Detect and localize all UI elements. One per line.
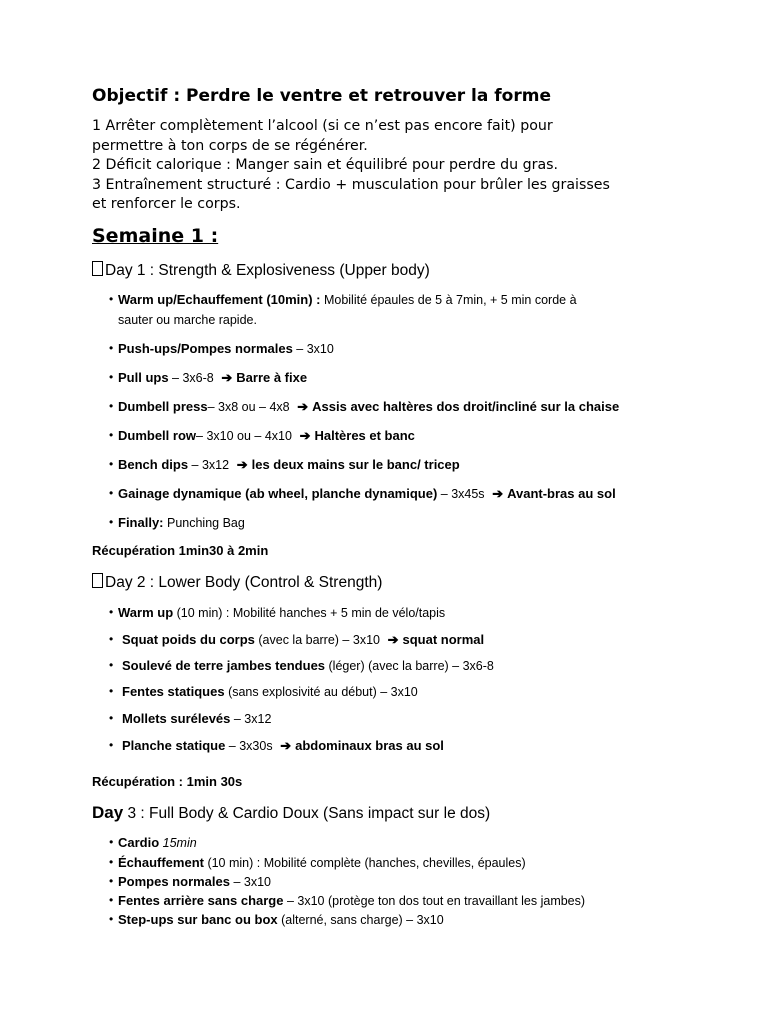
item-detail: – 3x45s <box>437 487 485 501</box>
item-detail: (10 min) : Mobilité hanches + 5 min de vélo/tapis <box>173 606 446 620</box>
item-label: Pull ups <box>118 370 169 385</box>
bullet-icon: • <box>109 370 114 384</box>
list-item-continuation <box>118 312 257 327</box>
day2-heading <box>92 573 382 592</box>
bullet-icon: • <box>109 738 114 752</box>
item-note: Haltères et banc <box>314 428 415 443</box>
item-note: squat normal <box>402 632 485 647</box>
item-detail: – 3x10 (protège ton dos tout en travaillant les jambes) <box>283 894 586 908</box>
arrow-icon: ➔ <box>280 738 292 753</box>
item-detail: (sans explosivité au début) – 3x10 <box>224 685 418 699</box>
bullet-icon: • <box>109 292 114 306</box>
arrow-icon: ➔ <box>297 399 309 414</box>
item-detail: – 3x12 <box>188 458 230 472</box>
list-item <box>109 399 620 415</box>
item-detail: Mobilité épaules de 5 à 7min, + 5 min corde à <box>320 293 577 307</box>
item-label: Warm up/Echauffement (10min) : <box>118 292 321 307</box>
list-item <box>109 711 272 726</box>
item-label: Pompes normales <box>118 874 230 889</box>
arrow-icon: ➔ <box>221 370 233 385</box>
arrow-icon: ➔ <box>299 428 311 443</box>
bullet-icon: • <box>109 835 114 849</box>
list-item <box>109 738 444 754</box>
bullet-icon: • <box>109 605 114 619</box>
bullet-icon: • <box>109 658 114 672</box>
day3-title-prefix: Day <box>92 803 124 822</box>
day1-recovery: Récupération 1min30 à 2min <box>92 543 269 558</box>
list-item <box>109 515 245 530</box>
arrow-icon: ➔ <box>387 632 399 647</box>
item-detail: – 3x8 ou – 4x8 <box>207 400 290 414</box>
bullet-icon: • <box>109 515 114 529</box>
item-label: Step-ups sur banc ou box <box>118 912 278 927</box>
item-detail: – 3x12 <box>230 712 272 726</box>
item-label: Gainage dynamique (ab wheel, planche dynamique) <box>118 486 438 501</box>
item-detail: sauter ou marche rapide. <box>118 313 257 327</box>
bullet-icon: • <box>109 428 114 442</box>
objective-title: Objectif : Perdre le ventre et retrouver la forme <box>92 86 551 106</box>
item-label: Dumbell press <box>118 399 208 414</box>
bullet-icon: • <box>109 457 114 471</box>
list-item <box>109 632 485 648</box>
item-detail: – 3x6-8 <box>168 371 214 385</box>
item-note: Barre à fixe <box>236 370 308 385</box>
list-item <box>109 486 616 502</box>
arrow-icon: ➔ <box>492 486 504 501</box>
item-note: les deux mains sur le banc/ tricep <box>251 457 460 472</box>
bullet-icon: • <box>109 486 114 500</box>
item-label: Fentes statiques <box>122 684 225 699</box>
item-label: Mollets surélevés <box>122 711 231 726</box>
item-detail: (avec la barre) – 3x10 <box>254 633 380 647</box>
item-note: Avant-bras au sol <box>507 486 616 501</box>
item-label: Warm up <box>118 605 174 620</box>
item-label: Échauffement <box>118 855 204 870</box>
list-item <box>109 457 460 473</box>
item-detail: (10 min) : Mobilité complète (hanches, chevilles, épaules) <box>203 856 526 870</box>
bullet-icon: • <box>109 399 114 413</box>
list-item <box>109 605 446 620</box>
checkbox-icon <box>92 261 103 276</box>
list-item <box>109 855 526 870</box>
bullet-icon: • <box>109 684 114 698</box>
item-detail: – 3x10 <box>230 875 272 889</box>
list-item <box>109 341 334 356</box>
item-label: Squat poids du corps <box>122 632 255 647</box>
day3-heading <box>92 803 490 823</box>
intro-line: 1 Arrêter complètement l’alcool (si ce n’est pas encore fait) pour <box>92 118 553 134</box>
bullet-icon: • <box>109 912 114 926</box>
list-item <box>109 292 577 307</box>
bullet-icon: • <box>109 711 114 725</box>
bullet-icon: • <box>109 855 114 869</box>
week-title: Semaine 1 : <box>92 225 219 247</box>
checkbox-icon <box>92 573 103 588</box>
list-item <box>109 658 494 673</box>
bullet-icon: • <box>109 874 114 888</box>
day1-heading <box>92 261 430 280</box>
intro-paragraph <box>92 117 692 215</box>
day3-title: 3 : Full Body & Cardio Doux (Sans impact sur le dos) <box>123 805 491 822</box>
item-label: Fentes arrière sans charge <box>118 893 284 908</box>
item-label: Planche statique <box>122 738 226 753</box>
item-detail: (alterné, sans charge) – 3x10 <box>277 913 444 927</box>
list-item <box>109 893 586 908</box>
intro-line: et renforcer le corps. <box>92 196 241 212</box>
bullet-icon: • <box>109 341 114 355</box>
list-item <box>109 835 197 850</box>
item-detail: 15min <box>159 836 197 850</box>
day2-recovery: Récupération : 1min 30s <box>92 774 243 789</box>
item-label: Finally: <box>118 515 164 530</box>
day2-title: Day 2 : Lower Body (Control & Strength) <box>105 574 383 591</box>
bullet-icon: • <box>109 893 114 907</box>
item-note: abdominaux bras au sol <box>295 738 444 753</box>
list-item <box>109 874 272 889</box>
item-detail: (léger) (avec la barre) – 3x6-8 <box>325 659 494 673</box>
list-item <box>109 912 444 927</box>
item-label: Soulevé de terre jambes tendues <box>122 658 326 673</box>
intro-line: 2 Déficit calorique : Manger sain et équilibré pour perdre du gras. <box>92 157 559 173</box>
intro-line: 3 Entraînement structuré : Cardio + musculation pour brûler les graisses <box>92 176 610 193</box>
item-note: Assis avec haltères dos droit/incliné sur la chaise <box>312 399 620 414</box>
item-detail: – 3x10 <box>292 342 334 356</box>
item-detail: – 3x10 ou – 4x10 <box>196 429 292 443</box>
item-label: Cardio <box>118 835 160 850</box>
item-detail: Punching Bag <box>163 516 245 530</box>
item-label: Bench dips <box>118 457 189 472</box>
list-item <box>109 684 418 699</box>
item-label: Push-ups/Pompes normales <box>118 341 293 356</box>
list-item <box>109 370 308 386</box>
item-detail: – 3x30s <box>225 739 273 753</box>
list-item <box>109 428 415 444</box>
item-label: Dumbell row <box>118 428 197 443</box>
bullet-icon: • <box>109 632 114 646</box>
day1-title: Day 1 : Strength & Explosiveness (Upper body) <box>105 262 430 279</box>
arrow-icon: ➔ <box>236 457 248 472</box>
intro-line: permettre à ton corps de se régénérer. <box>92 137 368 154</box>
